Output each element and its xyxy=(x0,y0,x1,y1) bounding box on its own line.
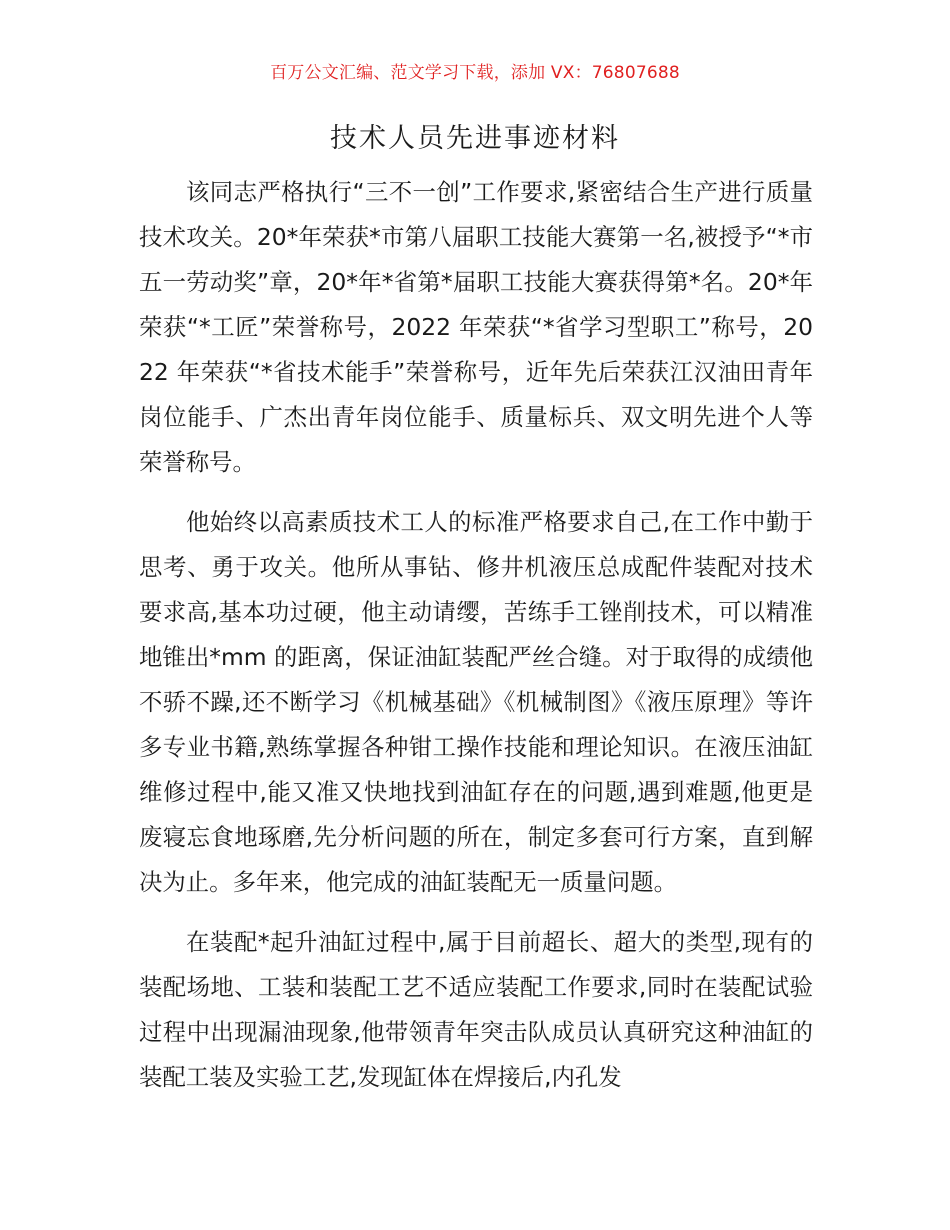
document-title: 技术人员先进事迹材料 xyxy=(330,123,620,154)
promo-header-note: 百万公文汇编、范文学习下载，添加 VX：76807688 xyxy=(270,63,680,83)
paragraph-2: 他始终以高素质技术工人的标准严格要求自己,在工作中勤于思考、勇于攻关。他所从事钻、修井机液压总成配件装配对技术要求高,基本功过硬，他主动请缨，苦练手工锉削技术，可以精准地锥出*mm 的距离，保证油缸装配严丝合缝。对于取得的成绩他不骄不躁,还不断学习《机械基础》《机械制图》《液压原理》等许多专业书籍,熟练掌握各种钳工操作技能和理论知识。在液压油缸维修过程中,能又准又快地找到油缸存在的问题,遇到难题,他更是废寝忘食地琢磨,先分析问题的所在，制定多套可行方案，直到解决为止。多年来，他完成的油缸装配无一质量问题。 xyxy=(139,508,813,896)
paragraph-1: 该同志严格执行“三不一创”工作要求,紧密结合生产进行质量技术攻关。20*年荣获*市第八届职工技能大赛第一名,被授予“*市五一劳动奖”章，20*年*省第*届职工技能大赛获得第*名。20*年荣获“*工匠”荣誉称号，2022 年荣获“*省学习型职工”称号，2022 年荣获“*省技术能手”荣誉称号，近年先后荣获江汉油田青年岗位能手、广杰出青年岗位能手、质量标兵、双文明先进个人等荣誉称号。 xyxy=(139,178,813,476)
paragraph-3: 在装配*起升油缸过程中,属于目前超长、超大的类型,现有的装配场地、工装和装配工艺不适应装配工作要求,同时在装配试验过程中出现漏油现象,他带领青年突击队成员认真研究这种油缸的装配工装及实验工艺,发现缸体在焊接后,内孔发 xyxy=(139,928,813,1091)
document-body xyxy=(139,170,813,1100)
